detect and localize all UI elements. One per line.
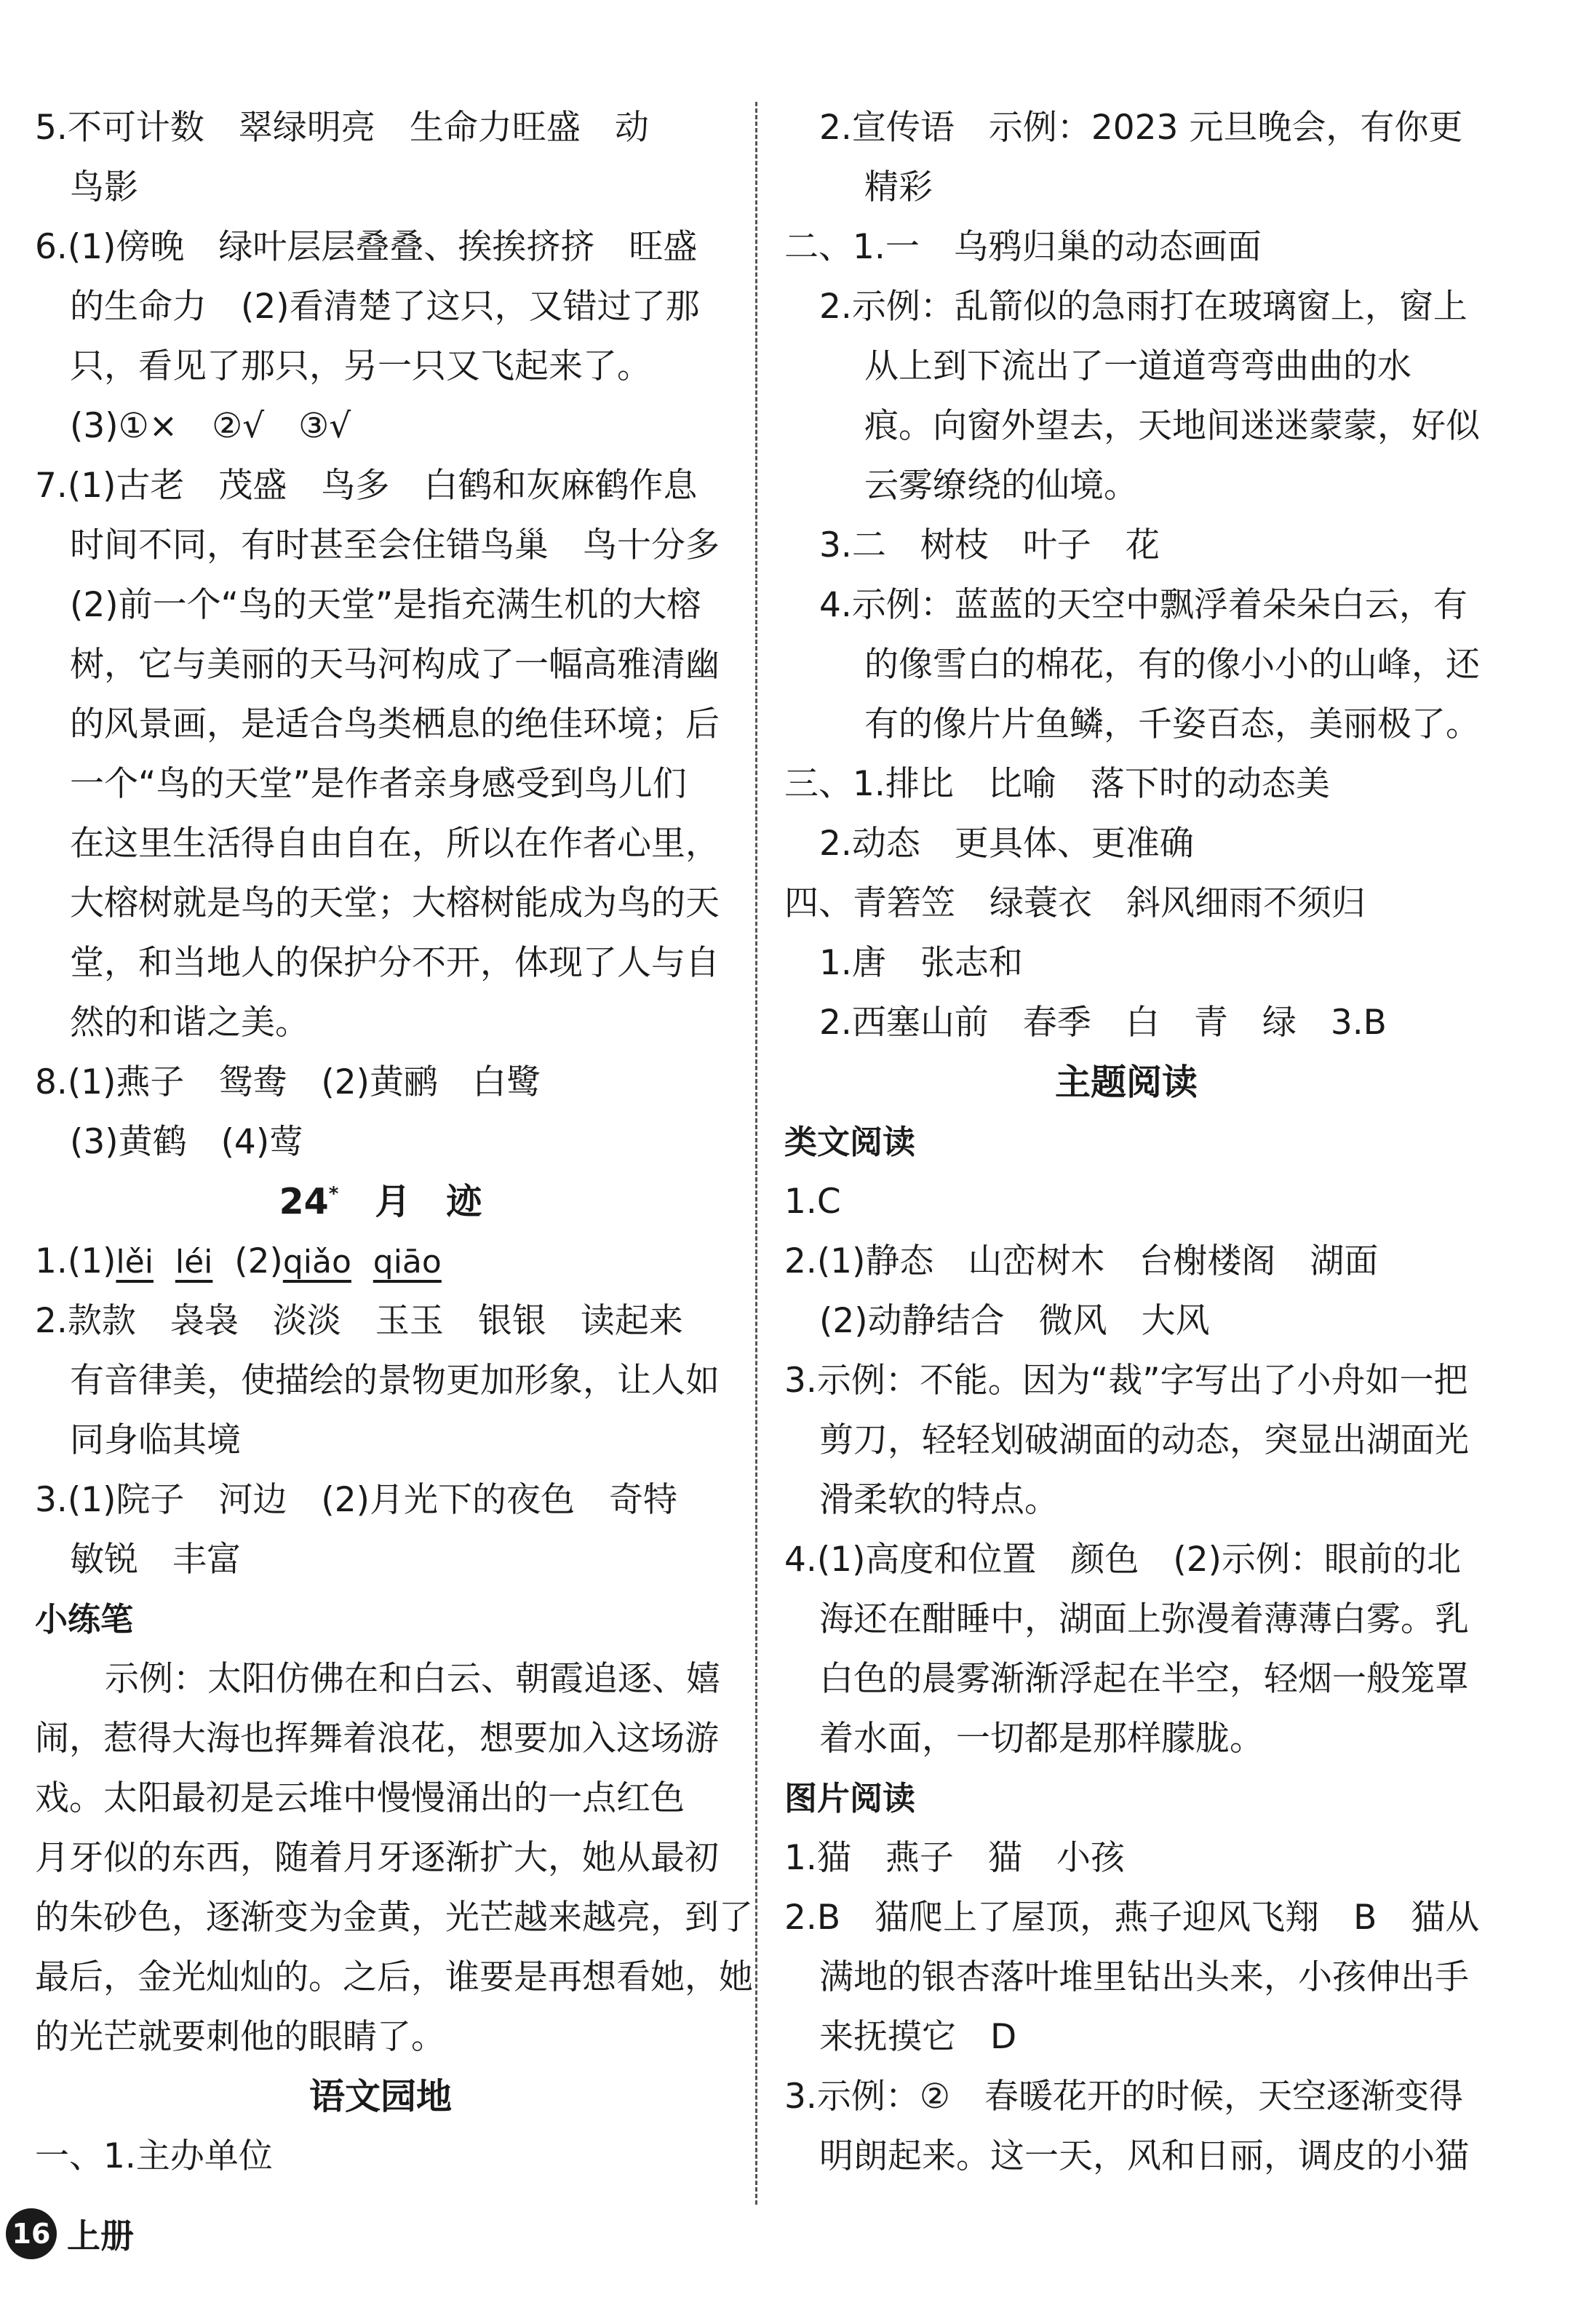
answer-line: 2.B 猫爬上了屋顶，燕子迎风飞翔 B 猫从	[784, 1898, 1480, 1938]
answer-line: 二、1.一 乌鸦归巢的动态画面	[784, 227, 1262, 267]
practice-title: 小练笔	[35, 1600, 134, 1639]
answer-line: 的风景画，是适合鸟类栖息的绝佳环境；后	[70, 704, 720, 744]
answer-line: 敏锐 丰富	[70, 1540, 241, 1580]
column-divider	[755, 102, 757, 2205]
practice-line: 示例：太阳仿佛在和白云、朝霞追逐、嬉	[105, 1659, 720, 1699]
garden-title: 语文园地	[308, 2076, 452, 2117]
answer-line: 白色的晨雾渐渐浮起在半空，轻烟一般笼罩	[819, 1659, 1469, 1699]
page-footer	[6, 2205, 134, 2263]
theme-title: 主题阅读	[1054, 1062, 1198, 1103]
answer-line: 滑柔软的特点。	[819, 1480, 1059, 1520]
answer-line: 在这里生活得自由自在，所以在作者心里，	[70, 824, 720, 864]
answer-line: 6.(1)傍晚 绿叶层层叠叠、挨挨挤挤 旺盛	[35, 227, 698, 267]
pinyin-answer-line	[35, 1232, 726, 1292]
answer-line: 4.示例：蓝蓝的天空中飘浮着朵朵白云，有	[819, 585, 1468, 625]
right-column	[784, 98, 1480, 2186]
pinyin-answer: lěi	[116, 1243, 154, 1281]
answer-line: 精彩	[864, 167, 933, 207]
answer-line: 5.不可计数 翠绿明亮 生命力旺盛 动	[35, 108, 649, 148]
answer-line: 三、1.排比 比喻 落下时的动态美	[784, 764, 1330, 804]
practice-line: 月牙似的东西，随着月牙逐渐扩大，她从最初	[35, 1838, 719, 1878]
lesson-mark: *	[328, 1183, 339, 1205]
answer-line: 8.(1)燕子 鸳鸯 (2)黄鹂 白鹭	[35, 1062, 541, 1102]
answer-line: 满地的银杏落叶堆里钻出头来，小孩伸出手	[819, 1957, 1469, 1997]
answer-line: 一个“鸟的天堂”是作者亲身感受到鸟儿们	[70, 764, 687, 804]
answer-line: 然的和谐之美。	[70, 1003, 309, 1043]
answer-line: 有的像片片鱼鳞，千姿百态，美丽极了。	[864, 704, 1480, 744]
question-prefix: 1.(1)	[35, 1241, 116, 1281]
answer-line: 有音律美，使描绘的景物更加形象，让人如	[70, 1361, 720, 1401]
answer-line: 2.(1)静态 山峦树木 台榭楼阁 湖面	[784, 1241, 1379, 1281]
answer-line: 时间不同，有时甚至会住错鸟巢 鸟十分多	[70, 525, 720, 565]
answer-line: 1.猫 燕子 猫 小孩	[784, 1838, 1125, 1878]
answer-line: (2)前一个“鸟的天堂”是指充满生机的大榕	[70, 585, 701, 625]
answer-line: 1.C	[784, 1182, 841, 1222]
pinyin-answer: qiāo	[373, 1243, 442, 1281]
answer-line: 只，看见了那只，另一只又飞起来了。	[70, 346, 651, 386]
answer-line: 堂，和当地人的保护分不开，体现了人与自	[70, 943, 720, 983]
answer-line: 3.(1)院子 河边 (2)月光下的夜色 奇特	[35, 1480, 677, 1520]
answer-line: 云雾缭绕的仙境。	[864, 466, 1138, 506]
answer-line: (3)黄鹤 (4)莺	[70, 1122, 304, 1162]
practice-line: 戏。太阳最初是云堆中慢慢涌出的一点红色	[35, 1778, 685, 1818]
question-prefix: (2)	[234, 1241, 283, 1281]
answer-line: 从上到下流出了一道道弯弯曲曲的水	[864, 346, 1411, 386]
answer-line: 1.唐 张志和	[819, 943, 1023, 983]
answer-line: 来抚摸它 D	[819, 2017, 1017, 2057]
pinyin-answer: léi	[175, 1243, 213, 1281]
practice-line: 闹，惹得大海也挥舞着浪花，想要加入这场游	[35, 1719, 719, 1759]
page-number-badge: 16	[6, 2208, 57, 2259]
pinyin-answer: qiǎo	[282, 1243, 351, 1281]
answer-line: 2.西塞山前 春季 白 青 绿 3.B	[819, 1003, 1387, 1043]
section-title: 图片阅读	[784, 1779, 916, 1818]
answer-line: 树，它与美丽的天马河构成了一幅高雅清幽	[70, 645, 720, 685]
answer-line: 4.(1)高度和位置 颜色 (2)示例：眼前的北	[784, 1540, 1461, 1580]
answer-line: 明朗起来。这一天，风和日丽，调皮的小猫	[819, 2136, 1469, 2176]
answer-line: 3.示例：② 春暖花开的时候，天空逐渐变得	[784, 2077, 1463, 2117]
lesson-title: 月 迹	[375, 1181, 482, 1222]
answer-line: 四、青箬笠 绿蓑衣 斜风细雨不须归	[784, 883, 1366, 923]
answer-line: 7.(1)古老 茂盛 鸟多 白鹤和灰麻鹤作息	[35, 466, 698, 506]
answer-line: 一、1.主办单位	[35, 2136, 273, 2176]
answer-line: 大榕树就是鸟的天堂；大榕树能成为鸟的天	[70, 883, 720, 923]
answer-line: 海还在酣睡中，湖面上弥漫着薄薄白雾。乳	[819, 1599, 1469, 1639]
practice-line: 的朱砂色，逐渐变为金黄，光芒越来越亮，到了	[35, 1898, 753, 1938]
practice-line: 的光芒就要刺他的眼睛了。	[35, 2017, 445, 2057]
practice-line: 最后，金光灿灿的。之后，谁要是再想看她，她	[35, 1957, 753, 1997]
answer-line: 2.示例：乱箭似的急雨打在玻璃窗上，窗上	[819, 287, 1468, 327]
answer-line: 痕。向窗外望去，天地间迷迷蒙蒙，好似	[864, 406, 1480, 446]
answer-line: (3)①× ②√ ③√	[70, 406, 351, 446]
answer-line: 的生命力 (2)看清楚了这只，又错过了那	[70, 287, 700, 327]
answer-line: 2.动态 更具体、更准确	[819, 824, 1194, 864]
answer-line: 鸟影	[70, 167, 138, 207]
answer-line: 的像雪白的棉花，有的像小小的山峰，还	[864, 645, 1480, 685]
answer-line: 同身临其境	[70, 1420, 241, 1460]
answer-line: 3.二 树枝 叶子 花	[819, 525, 1160, 565]
lesson-heading	[35, 1172, 726, 1232]
left-column	[35, 98, 753, 2186]
answer-line: 剪刀，轻轻划破湖面的动态，突显出湖面光	[819, 1420, 1469, 1460]
answer-line: 3.示例：不能。因为“裁”字写出了小舟如一把	[784, 1361, 1468, 1401]
answer-line: (2)动静结合 微风 大风	[819, 1301, 1210, 1341]
answer-line: 2.宣传语 示例：2023 元旦晚会，有你更	[819, 108, 1463, 148]
answer-line: 着水面，一切都是那样朦胧。	[819, 1719, 1264, 1759]
volume-label: 上册	[67, 2216, 134, 2256]
answer-line: 2.款款 袅袅 淡淡 玉玉 银银 读起来	[35, 1301, 683, 1341]
lesson-number: 24	[279, 1181, 329, 1222]
section-title: 类文阅读	[784, 1123, 916, 1161]
